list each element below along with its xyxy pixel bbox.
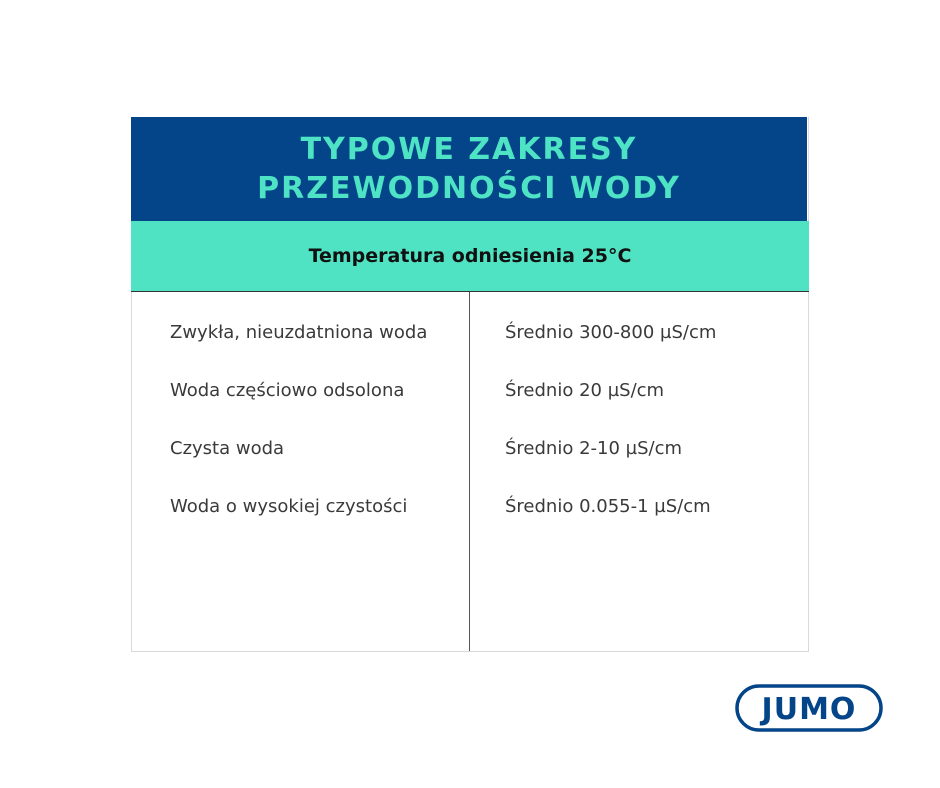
row-value: Średnio 0.055-1 µS/cm (505, 496, 711, 517)
row-label: Zwykła, nieuzdatniona woda (170, 322, 428, 343)
column-divider (469, 292, 470, 651)
row-label: Czysta woda (170, 438, 285, 459)
title-header (131, 117, 807, 221)
row-value: Średnio 300-800 µS/cm (505, 322, 717, 343)
value-column (505, 315, 716, 547)
logo-text: JUMO (761, 692, 857, 727)
row-label: Woda częściowo odsolona (170, 380, 405, 401)
table-title: TYPOWE ZAKRESY PRZEWODNOŚCI WODY (257, 132, 681, 206)
row-label: Woda o wysokiej czystości (170, 496, 408, 517)
table-subtitle: Temperatura odniesienia 25°C (308, 245, 632, 267)
row-value: Średnio 2-10 µS/cm (505, 438, 683, 459)
label-column (170, 315, 427, 547)
jumo-logo (735, 684, 883, 732)
subtitle-band (131, 221, 809, 292)
row-value: Średnio 20 µS/cm (505, 380, 665, 401)
